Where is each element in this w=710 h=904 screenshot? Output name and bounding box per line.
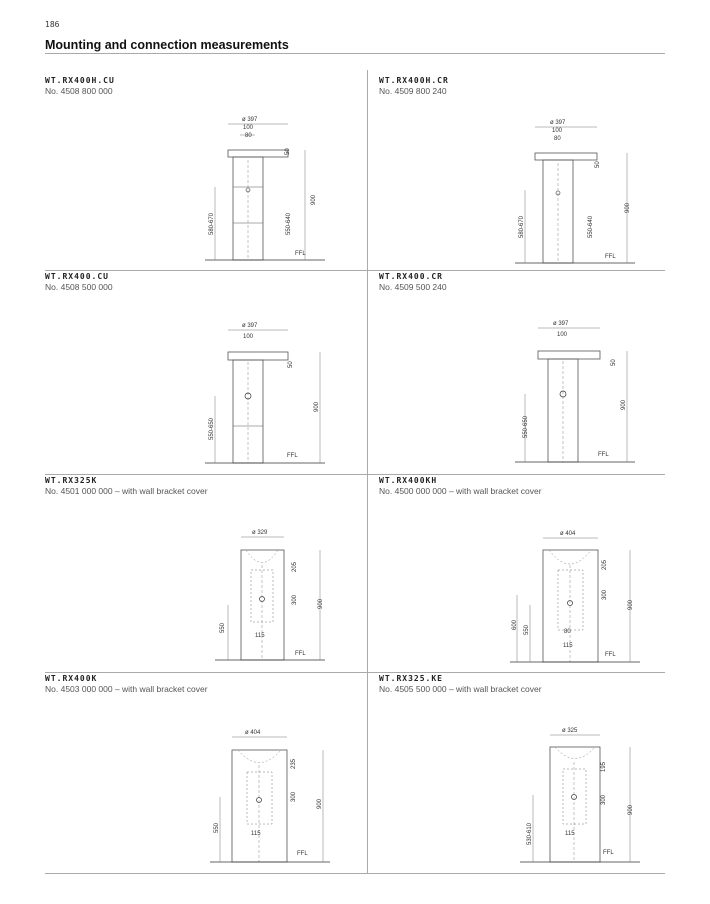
- product-code: WT.RX325K: [45, 476, 98, 485]
- dim-range: 580-670: [209, 212, 215, 235]
- dim-mid: 300: [291, 791, 297, 802]
- dim-floor: FFL: [297, 851, 308, 857]
- dim-floor: FFL: [287, 453, 298, 459]
- mounting-drawing: [505, 118, 645, 268]
- dim-mid: 300: [602, 589, 608, 600]
- mounting-drawing: [195, 115, 335, 265]
- mounting-drawing: [505, 530, 645, 670]
- dim-c: 50: [285, 148, 291, 155]
- dim-side: 550: [220, 622, 226, 633]
- dim-floor: FFL: [605, 652, 616, 658]
- dim-top: 235: [291, 758, 297, 769]
- page-number: 186: [45, 20, 60, 29]
- dim-b: 80: [245, 133, 252, 139]
- dim-b: 80: [554, 136, 561, 142]
- product-code: WT.RX400H.CU: [45, 76, 115, 85]
- dim-diameter: ø 404: [245, 730, 261, 736]
- product-number: No. 4508 500 000: [45, 282, 113, 292]
- dim-height: 900: [318, 598, 324, 609]
- dim-top: 205: [292, 561, 298, 572]
- dim-floor: FFL: [598, 452, 609, 458]
- product-code: WT.RX400H.CR: [379, 76, 449, 85]
- dim-c: 50: [288, 361, 294, 368]
- product-number: No. 4505 500 000 – with wall bracket cover: [379, 684, 542, 694]
- dim-floor: FFL: [605, 254, 616, 260]
- product-number: No. 4500 000 000 – with wall bracket cover: [379, 486, 542, 496]
- mounting-drawing: [205, 727, 340, 867]
- dim-a: 100: [243, 334, 254, 340]
- dim-diameter: ø 397: [242, 323, 258, 329]
- dim-range: 580-670: [519, 215, 525, 238]
- dim-c: 50: [595, 161, 601, 168]
- product-number: No. 4503 000 000 – with wall bracket cover: [45, 684, 208, 694]
- mounting-drawing: [210, 525, 340, 670]
- dim-side: 600: [512, 619, 518, 630]
- product-number: No. 4508 800 000: [45, 86, 113, 96]
- column-divider: [367, 70, 368, 873]
- dim-a: 100: [552, 128, 563, 134]
- product-code: WT.RX325.KE: [379, 674, 443, 683]
- dim-height: 900: [621, 399, 627, 410]
- dim-side: 550: [214, 822, 220, 833]
- product-number: No. 4509 800 240: [379, 86, 447, 96]
- dim-range: 550-650: [209, 417, 215, 440]
- mounting-drawing: [195, 320, 335, 470]
- dim-diameter: ø 397: [553, 321, 569, 327]
- mounting-drawing: [515, 727, 645, 867]
- dim-top: 195: [601, 761, 607, 772]
- product-code: WT.RX400.CR: [379, 272, 443, 281]
- mounting-drawing: [505, 318, 645, 468]
- dim-top: 205: [602, 559, 608, 570]
- dim-range2: 550-640: [286, 212, 292, 235]
- dim-diameter: ø 325: [562, 728, 578, 734]
- dim-bottom: 115: [255, 633, 265, 639]
- dim-side2: 550: [524, 624, 530, 635]
- dim-floor: FFL: [295, 651, 306, 657]
- dim-mid: 300: [292, 594, 298, 605]
- dim-bottom: 115: [565, 831, 575, 837]
- dim-height: 900: [628, 804, 634, 815]
- divider: [45, 474, 665, 475]
- dim-bottom: 115: [563, 643, 573, 649]
- dim-a: 100: [557, 332, 568, 338]
- product-code: WT.RX400K: [45, 674, 98, 683]
- dim-diameter: ø 404: [560, 531, 576, 537]
- divider: [45, 270, 665, 271]
- product-number: No. 4509 500 240: [379, 282, 447, 292]
- product-code: WT.RX400KH: [379, 476, 438, 485]
- dim-height: 900: [314, 401, 320, 412]
- dim-diameter: ø 329: [252, 530, 268, 536]
- divider: [45, 672, 665, 673]
- dim-height: 900: [628, 599, 634, 610]
- dim-diameter: ø 397: [550, 120, 566, 126]
- dim-range: 550-650: [523, 415, 529, 438]
- divider: [45, 873, 665, 874]
- dim-diameter: ø 397: [242, 117, 258, 123]
- dim-inner: 80: [564, 629, 571, 635]
- dim-height: 900: [311, 194, 317, 205]
- divider: [45, 53, 665, 54]
- dim-a: 100: [243, 125, 254, 131]
- dim-range2: 550-640: [588, 215, 594, 238]
- dim-bottom: 115: [251, 831, 261, 837]
- dim-c: 50: [611, 359, 617, 366]
- dim-height: 900: [317, 798, 323, 809]
- dim-mid: 300: [601, 794, 607, 805]
- dim-floor: FFL: [295, 251, 306, 257]
- dim-floor: FFL: [603, 850, 614, 856]
- product-number: No. 4501 000 000 – with wall bracket cover: [45, 486, 208, 496]
- page-title: Mounting and connection measurements: [45, 38, 289, 52]
- dim-height: 900: [625, 202, 631, 213]
- dim-side: 530-610: [527, 822, 533, 845]
- product-code: WT.RX400.CU: [45, 272, 109, 281]
